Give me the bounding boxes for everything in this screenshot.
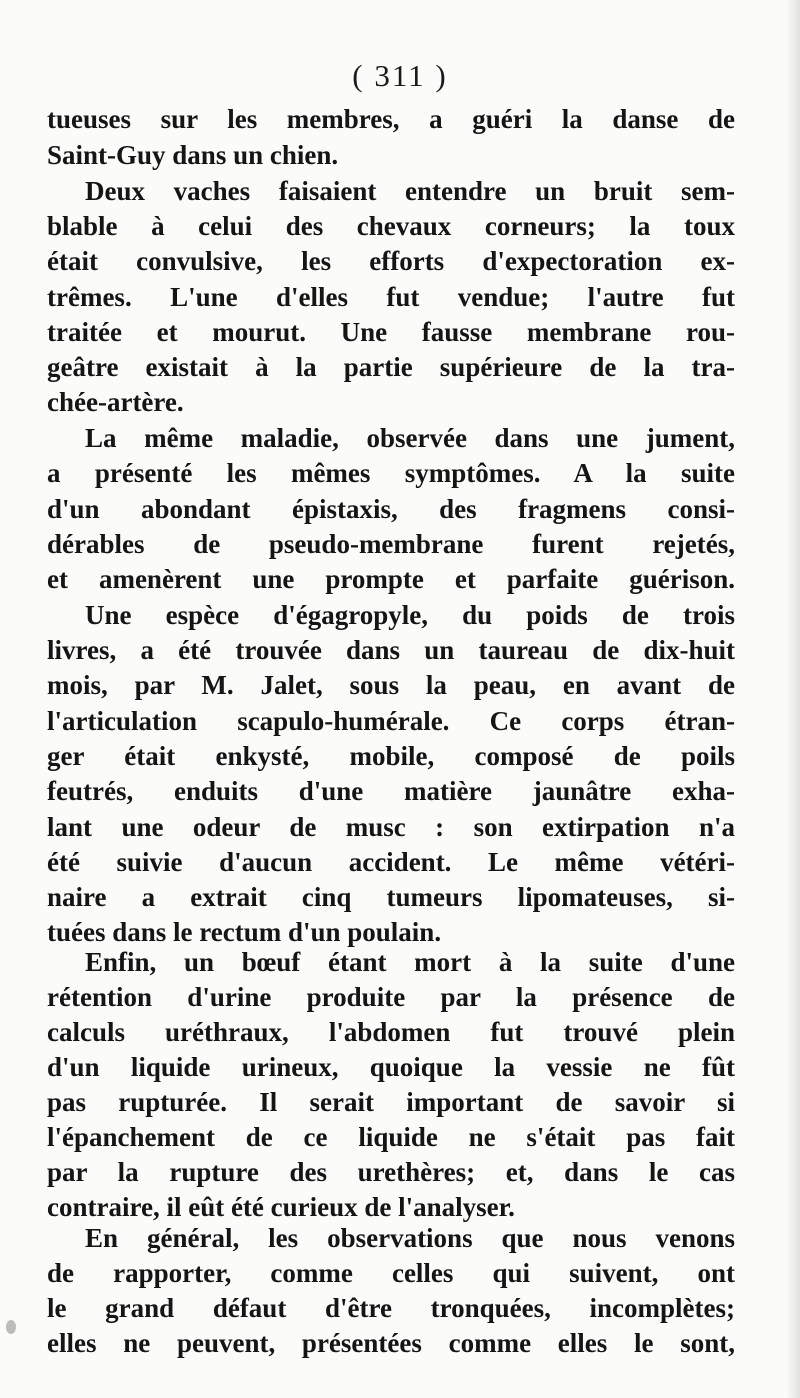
paragraph-first-line: La même maladie, observée dans une jument, [85, 423, 735, 453]
text-line: blable à celui des chevaux corneurs; la toux [47, 211, 735, 241]
text-line: d'un abondant épistaxis, des fragmens consi- [47, 494, 735, 524]
text-line: a présenté les mêmes symptômes. A la suite [47, 458, 735, 488]
text-line: chée-artère. [47, 387, 184, 417]
text-line: dérables de pseudo-membrane furent rejetés, [47, 529, 735, 559]
paragraph-first-line: Deux vaches faisaient entendre un bruit sem- [85, 176, 735, 206]
paragraph-first-line: En général, les observations que nous venons [85, 1223, 735, 1253]
text-line: l'épanchement de ce liquide ne s'était pas fait [47, 1122, 735, 1152]
text-line: lant une odeur de musc : son extirpation n'a [47, 812, 735, 842]
page-number: ( 311 ) [352, 58, 448, 93]
text-line: calculs uréthraux, l'abdomen fut trouvé plein [47, 1017, 735, 1047]
text-line: elles ne peuvent, présentées comme elles le sont, [47, 1328, 735, 1358]
paragraph-first-line: Une espèce d'égagropyle, du poids de trois [85, 600, 735, 630]
text-line: ger était enkysté, mobile, composé de poils [47, 741, 735, 771]
text-line: l'articulation scapulo-humérale. Ce corps étran- [47, 706, 735, 736]
page-edge-shadow [786, 0, 800, 1398]
text-line: mois, par M. Jalet, sous la peau, en avant de [47, 670, 735, 700]
text-line: pas rupturée. Il serait important de savoir si [47, 1087, 735, 1117]
text-line: contraire, il eût été curieux de l'analyser. [47, 1192, 515, 1222]
text-line: trêmes. L'une d'elles fut vendue; l'autre fut [47, 282, 735, 312]
text-line: été suivie d'aucun accident. Le même vétéri- [47, 847, 735, 877]
paragraph-first-line: Enfin, un bœuf étant mort à la suite d'une [85, 947, 735, 977]
text-line: geâtre existait à la partie supérieure de la tra- [47, 352, 735, 382]
text-line: traitée et mourut. Une fausse membrane rou- [47, 317, 735, 347]
text-line: de rapporter, comme celles qui suivent, ont [47, 1258, 735, 1288]
text-line: rétention d'urine produite par la présence de [47, 982, 735, 1012]
text-line: livres, a été trouvée dans un taureau de dix-huit [47, 635, 735, 665]
text-line: était convulsive, les efforts d'expectoration ex- [47, 246, 735, 276]
text-line: le grand défaut d'être tronquées, incomplètes; [47, 1293, 735, 1323]
text-line: par la rupture des urethères; et, dans le cas [47, 1157, 735, 1187]
text-line: d'un liquide urineux, quoique la vessie ne fût [47, 1052, 735, 1082]
ink-smudge [6, 1320, 16, 1334]
text-line: Saint-Guy dans un chien. [47, 140, 339, 170]
text-line: tueuses sur les membres, a guéri la danse de [47, 104, 735, 134]
text-line: feutrés, enduits d'une matière jaunâtre exha- [47, 776, 735, 806]
text-line: et amenèrent une prompte et parfaite guérison. [47, 564, 735, 594]
text-line: naire a extrait cinq tumeurs lipomateuses, si- [47, 882, 735, 912]
text-line: tuées dans le rectum d'un poulain. [47, 917, 442, 947]
